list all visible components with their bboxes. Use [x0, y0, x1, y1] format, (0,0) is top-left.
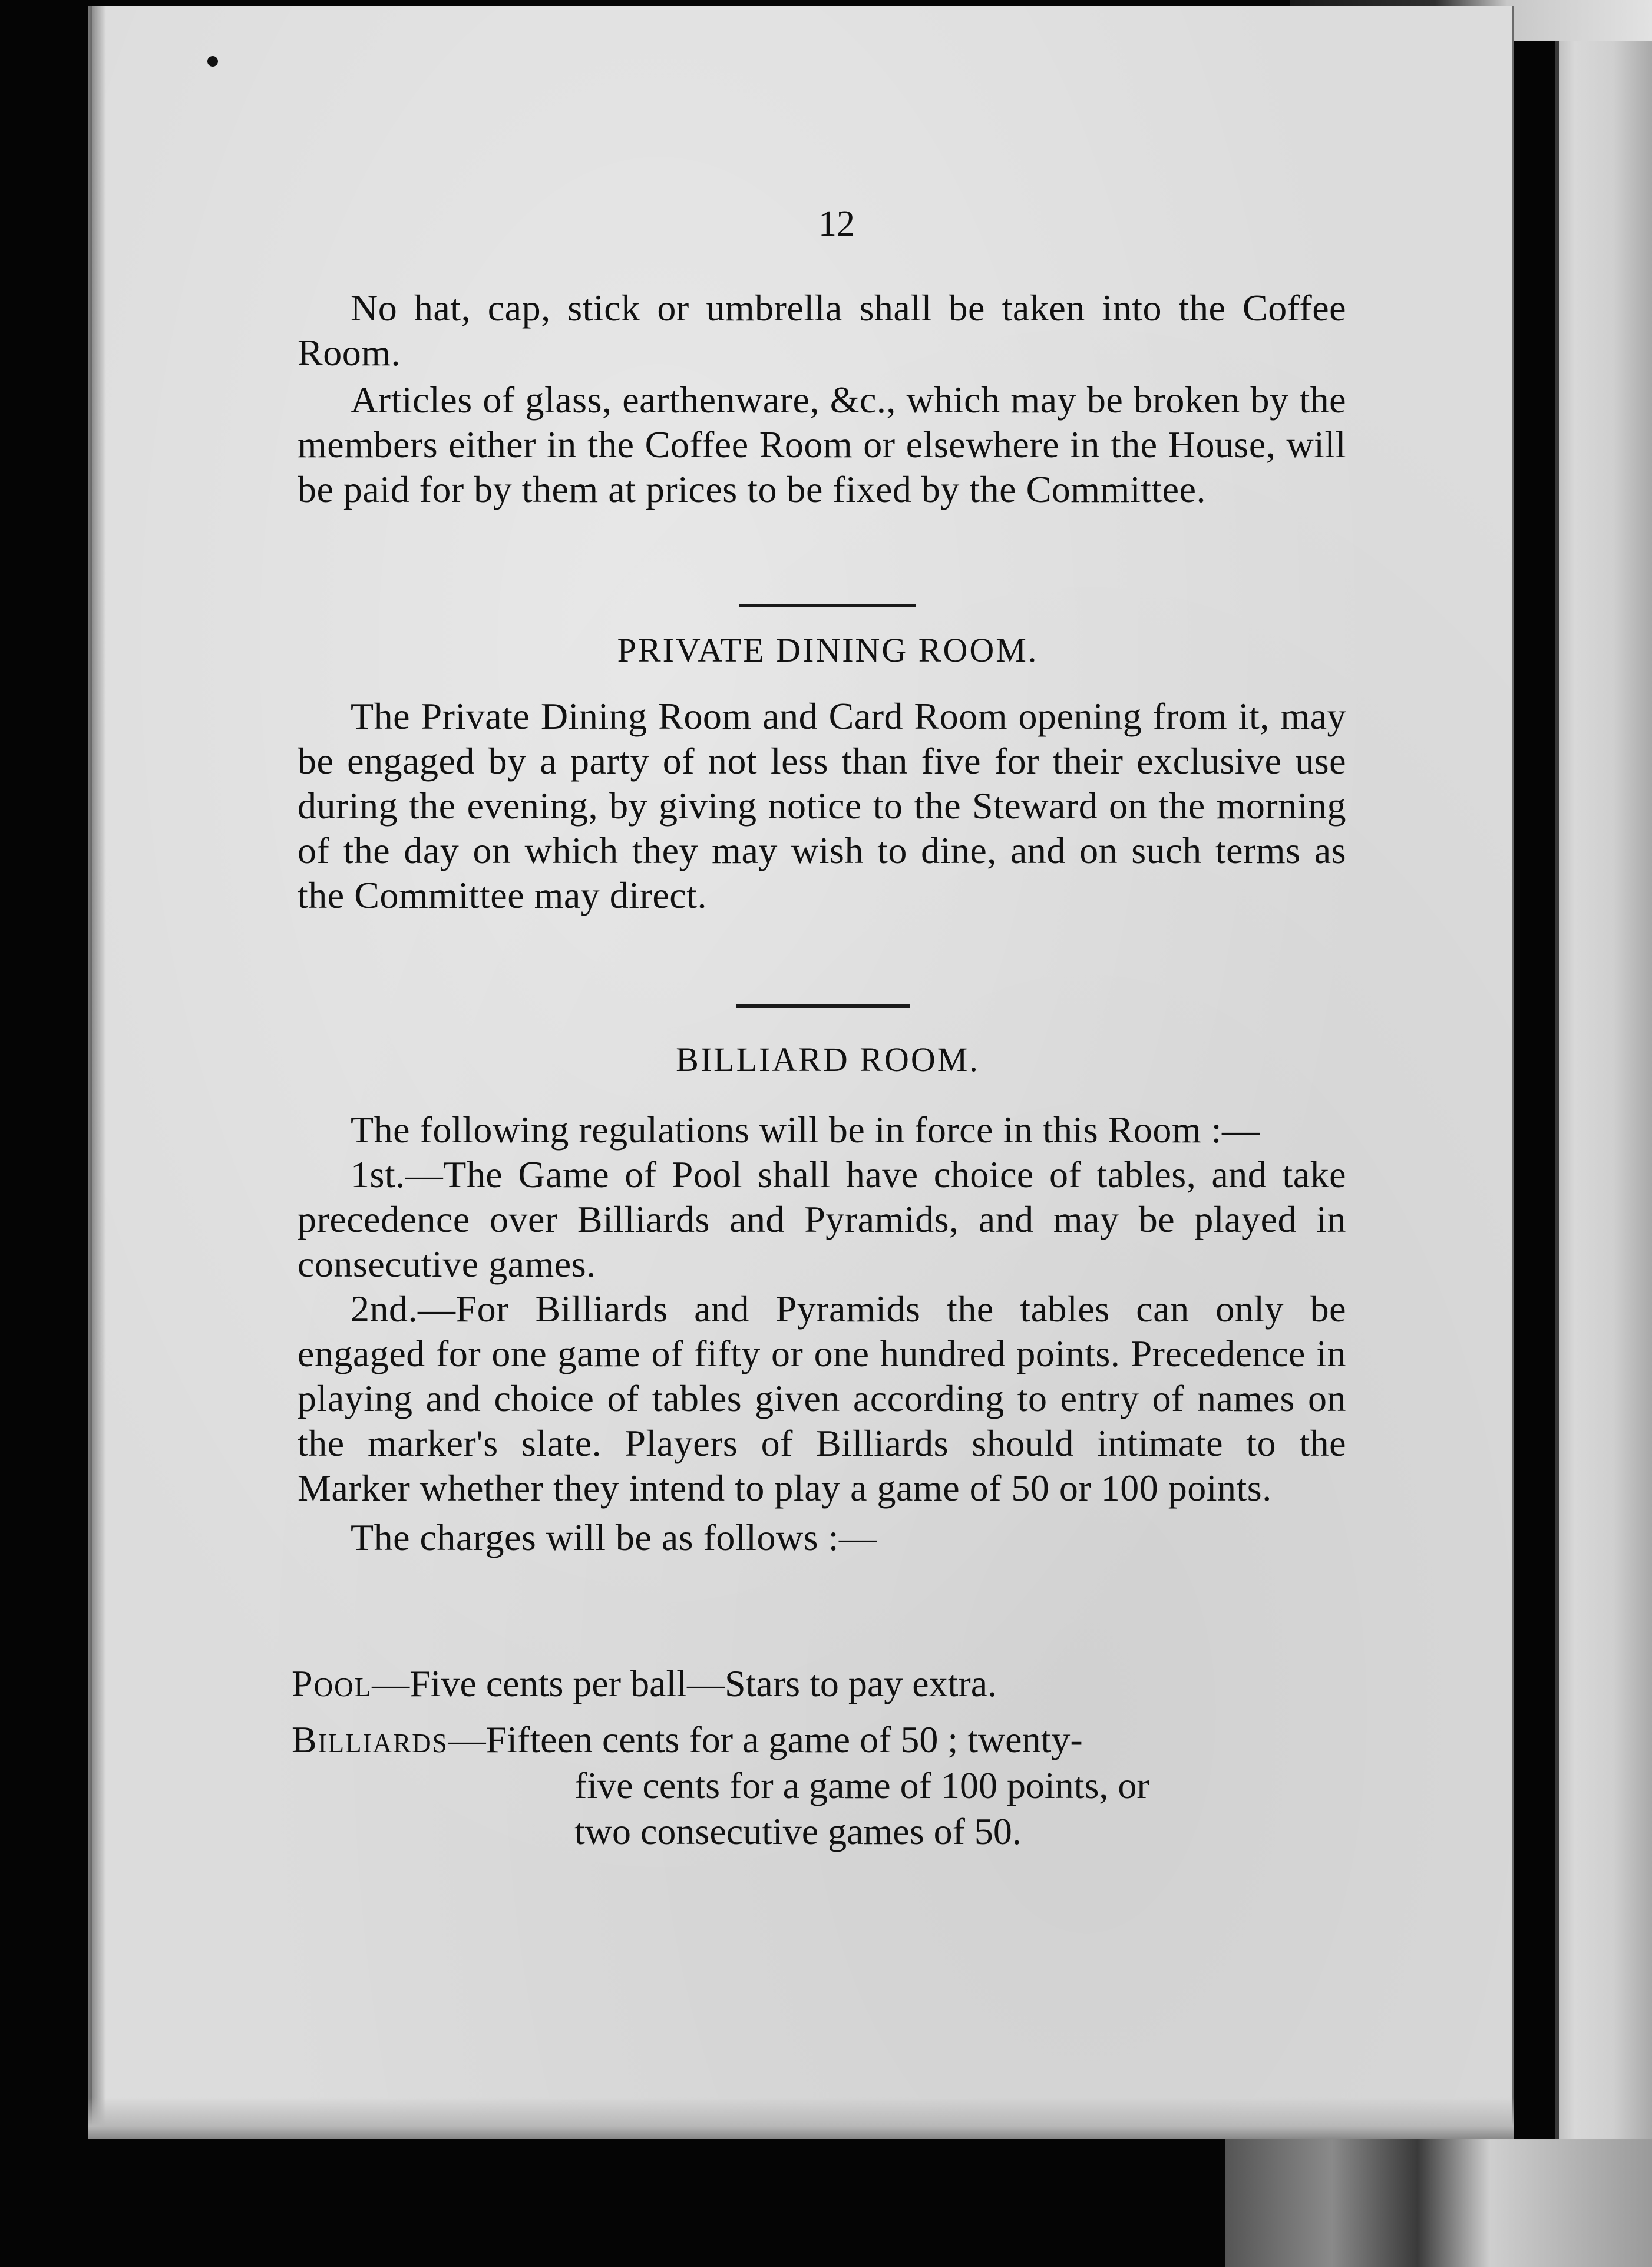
charge-pool-label: Pool: [292, 1663, 372, 1704]
scan-edge-bottom: [1225, 2139, 1652, 2267]
private-dining-section: [298, 694, 1346, 918]
charge-pool-text: —Five cents per ball—Stars to pay extra.: [372, 1663, 997, 1704]
billiard-rule-1st: 1st.—The Game of Pool shall have choice of tables, and take precedence over Billiards and Pyramids, and may be played in consecutive games.: [298, 1154, 1346, 1285]
billiard-intro: The following regulations will be in force in this Room :—: [351, 1109, 1260, 1151]
charge-billiards-line2: [574, 1763, 1352, 1808]
page-gutter-shadow: [88, 6, 106, 2139]
charges-intro: The charges will be as follows :—: [351, 1516, 877, 1558]
private-dining-heading: PRIVATE DINING ROOM.: [617, 631, 1039, 669]
coffee-room-rule-hats: No hat, cap, stick or umbrella shall be taken into the Coffee Room.: [298, 287, 1346, 374]
page-number: 12: [818, 204, 855, 244]
section-divider: [736, 1004, 910, 1008]
charge-billiards-text-line3: two consecutive games of 50.: [574, 1810, 1022, 1852]
section-divider: [739, 604, 916, 607]
charge-pool: [292, 1661, 1352, 1706]
charge-billiards-text-line2: five cents for a game of 100 points, or: [574, 1764, 1149, 1806]
private-dining-rule: The Private Dining Room and Card Room opening from it, may be engaged by a party of not less than five for their exclusive use during the evening, by giving notice to the Steward on the morning of the day on which they may wish to dine, and on such terms as the Committee may direct.: [298, 695, 1346, 916]
billiard-room-heading: BILLIARD ROOM.: [676, 1040, 980, 1079]
billiard-room-section: [298, 1108, 1346, 1560]
coffee-room-section: [298, 286, 1346, 512]
charge-billiards: [292, 1717, 1352, 1762]
coffee-room-rule-breakage: Articles of glass, earthenware, &c., which may be broken by the members either in the Coffee Room or elsewhere in the House, will be paid for by them at prices to be fixed by the Committee.: [298, 379, 1346, 510]
charge-billiards-label: Billiards: [292, 1719, 448, 1760]
charge-billiards-line3: [574, 1809, 1352, 1854]
facing-page-edge: [1555, 41, 1652, 2139]
page-bottom-shade: [88, 2097, 1514, 2139]
ink-speck: [207, 56, 218, 67]
billiard-rule-2nd: 2nd.—For Billiards and Pyramids the tables can only be engaged for one game of fifty or one hundred points. Precedence in playing and choice of tables given according to entry of names on the marker's slate. Players of Billiards should intimate to the Marker whether they intend to play a game of 50 or 100 points.: [298, 1288, 1346, 1509]
charge-billiards-text-line1: —Fifteen cents for a game of 50 ; twenty-: [448, 1719, 1083, 1760]
